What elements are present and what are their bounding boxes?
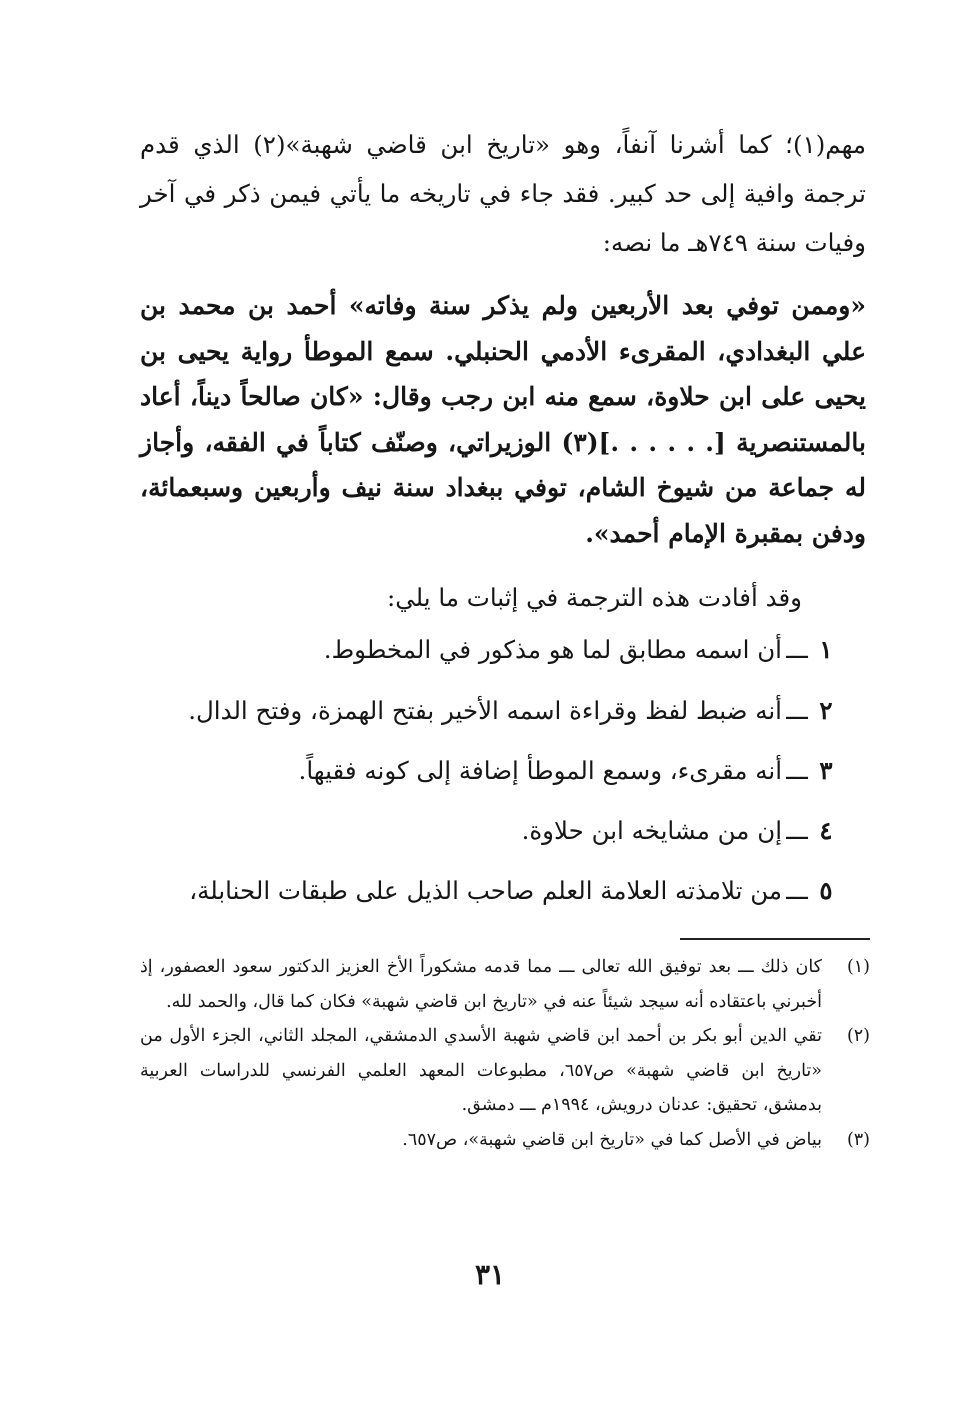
- list-item-text: من تلامذته العلامة العلم صاحب الذيل على طبقات الحنابلة،: [189, 876, 782, 905]
- list-item-text: أنه مقرىء، وسمع الموطأ إضافة إلى كونه فقيهاً.: [298, 756, 782, 785]
- list-item-text: أن اسمه مطابق لما هو مذكور في المخطوط.: [323, 635, 782, 664]
- list-item-number: ٤: [819, 816, 833, 845]
- list-item-text: إن من مشايخه ابن حلاوة.: [521, 816, 782, 845]
- intro-paragraph: مهم(١)؛ كما أشرنا آنفاً، وهو «تاريخ ابن قاضي شهبة»(٢) الذي قدم ترجمة وافية إلى حد كبير. فقد جاء في تاريخه ما يأتي فيمن ذكر في آخر وفيات سنة ٧٤٩هـ ما نصه:: [140, 130, 866, 257]
- list-item-text: أنه ضبط لفظ وقراءة اسمه الأخير بفتح الهمزة، وفتح الدال.: [188, 696, 782, 725]
- footnote-number: (٢): [846, 1026, 870, 1046]
- footnote: [140, 950, 870, 1019]
- list-item-number: ٢: [819, 696, 833, 725]
- footnotes: [140, 950, 870, 1157]
- footnote-separator: [680, 938, 870, 940]
- list-item-number: ١: [819, 635, 833, 664]
- list-item-number: ٣: [819, 756, 833, 785]
- footnote: [140, 1123, 870, 1158]
- list-item: [120, 751, 840, 791]
- quoted-biography-paragraph: «وممن توفي بعد الأربعين ولم يذكر سنة وفاته» أحمد بن محمد بن علي البغدادي، المقرىء الأدمي الحنبلي. سمع الموطأ رواية يحيى بن يحيى على ابن حلاوة، سمع منه ابن رجب وقال: «كان صالحاً ديناً، أعاد بالمستنصرية [. . . . . .](٣) الوزيراتي، وصنّف كتاباً في الفقه، وأجاز له جماعة من شيوخ الشام، توفي ببغداد سنة نيف وأربعين وسبعمائة، ودفن بمقبرة الإمام أحمد».: [140, 291, 866, 548]
- footnote-text: بياض في الأصل كما في «تاريخ ابن قاضي شهبة»، ص٦٥٧.: [402, 1129, 822, 1150]
- list-item: [120, 811, 840, 851]
- page-number: ٣١: [474, 1258, 506, 1291]
- list-item-dash: ـــ: [786, 816, 808, 845]
- list-item-dash: ـــ: [786, 635, 808, 664]
- footnote: [140, 1019, 870, 1123]
- footnote-number: (٣): [846, 1129, 870, 1150]
- list-item: [120, 871, 840, 911]
- footnote-text: تقي الدين أبو بكر بن أحمد ابن قاضي شهبة الأسدي الدمشقي، المجلد الثاني، الجزء الأول من «تاريخ ابن قاضي شهبة» ص٦٥٧، مطبوعات المعهد العلمي الفرنسي للدراسات العربية بدمشق، تحقيق: عدنان درويش، ١٩٩٤م ـــ دمشق.: [140, 1026, 823, 1115]
- list-item-number: ٥: [819, 876, 833, 905]
- list-item: [120, 630, 840, 670]
- list-item-dash: ـــ: [786, 876, 808, 905]
- footnote-number: (١): [846, 957, 870, 977]
- list-item: [120, 691, 840, 731]
- list-item-dash: ـــ: [786, 756, 808, 785]
- footnote-text: كان ذلك ـــ بعد توفيق الله تعالى ـــ مما قدمه مشكوراً الأخ العزيز الدكتور سعود العصفور، إذ أخبرني باعتقاده أنه سيجد شيئاً عنه في «تاريخ ابن قاضي شهبة» فكان كما قال، والحمد لله.: [140, 957, 822, 1012]
- list-item-dash: ـــ: [786, 696, 808, 725]
- list-lead-paragraph: وقد أفادت هذه الترجمة في إثبات ما يلي:: [387, 583, 802, 612]
